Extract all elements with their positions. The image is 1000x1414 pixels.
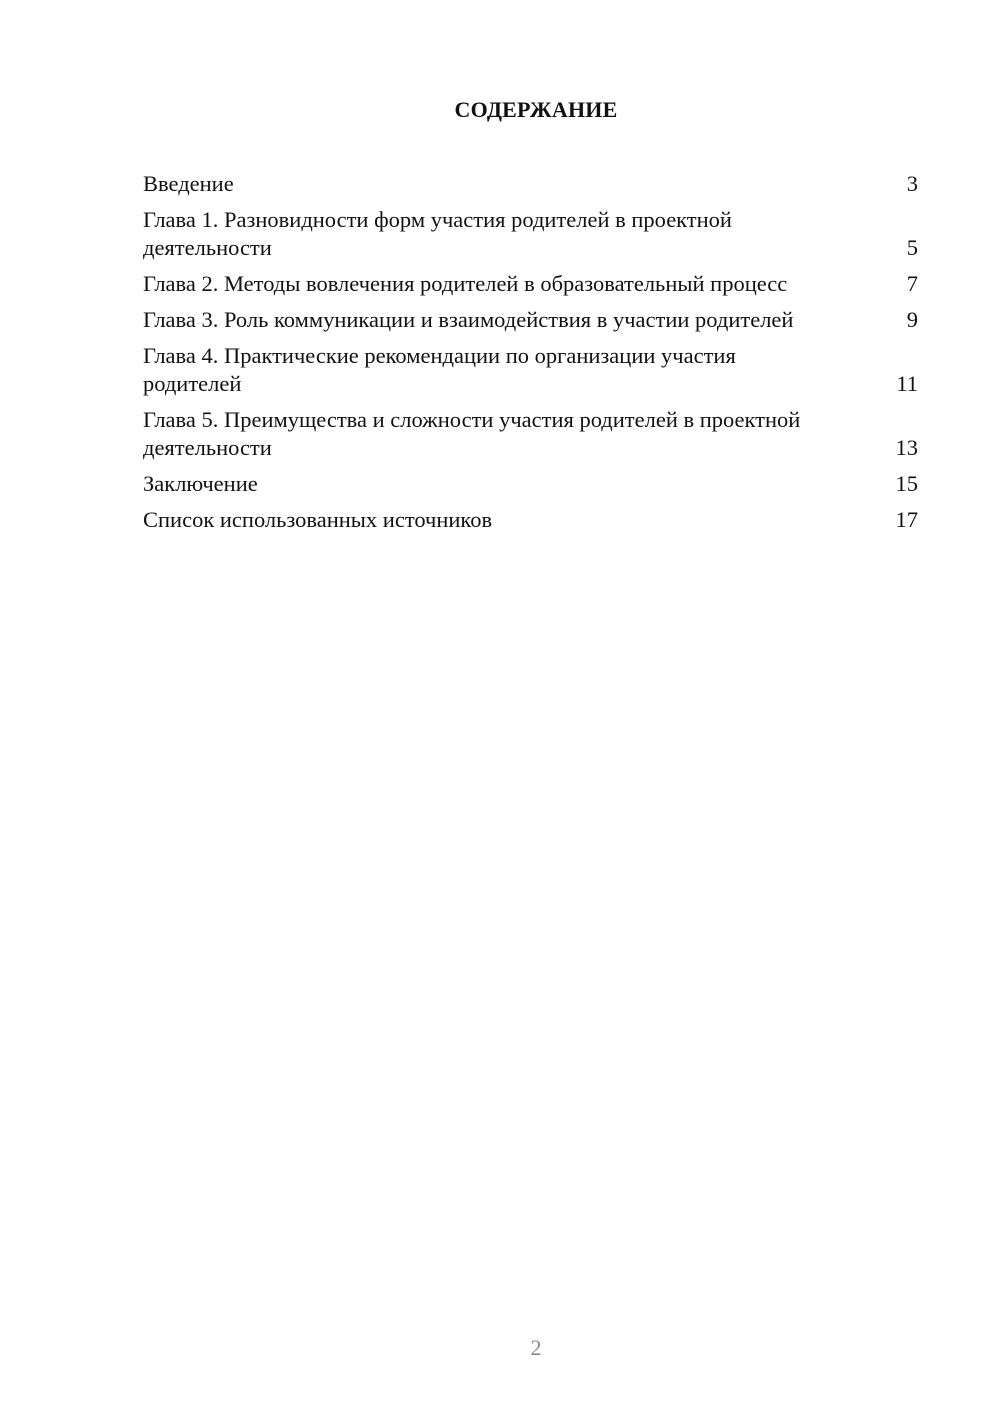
table-of-contents	[143, 170, 918, 542]
toc-entry-chapter-3	[143, 306, 918, 334]
toc-entry-page-number: 7	[906, 271, 918, 296]
toc-entry-page-number: 11	[896, 371, 918, 396]
toc-entry-text: Глава 2. Методы вовлечения родителей в образовательный процесс	[143, 271, 788, 296]
toc-entry-page-number: 13	[895, 435, 918, 460]
toc-entry-introduction	[143, 170, 918, 198]
toc-entry-text: Глава 3. Роль коммуникации и взаимодействия в участии родителей	[143, 307, 794, 332]
toc-entry-text: Глава 5. Преимущества и сложности участия родителей в проектной деятельности	[143, 407, 801, 460]
toc-entry-page-number: 3	[906, 171, 918, 196]
toc-entry-conclusion	[143, 470, 918, 498]
toc-entry-page-number: 9	[906, 307, 918, 332]
toc-entry-references	[143, 506, 918, 534]
toc-entry-text: Глава 4. Практические рекомендации по организации участия родителей	[143, 343, 736, 396]
toc-entry-chapter-5	[143, 406, 918, 462]
page-number: 2	[530, 1335, 542, 1360]
toc-entry-text: Заключение	[143, 471, 258, 496]
toc-entry-page-number: 15	[895, 471, 918, 496]
page-title: СОДЕРЖАНИЕ	[454, 97, 618, 122]
toc-entry-chapter-2	[143, 270, 918, 298]
toc-entry-text: Введение	[143, 171, 234, 196]
toc-entry-text: Глава 1. Разновидности форм участия родителей в проектной деятельности	[143, 207, 732, 260]
toc-entry-chapter-1	[143, 206, 918, 262]
toc-entry-page-number: 17	[895, 507, 918, 532]
toc-entry-page-number: 5	[906, 235, 918, 260]
toc-entry-text: Список использованных источников	[143, 507, 493, 532]
toc-entry-chapter-4	[143, 342, 918, 398]
